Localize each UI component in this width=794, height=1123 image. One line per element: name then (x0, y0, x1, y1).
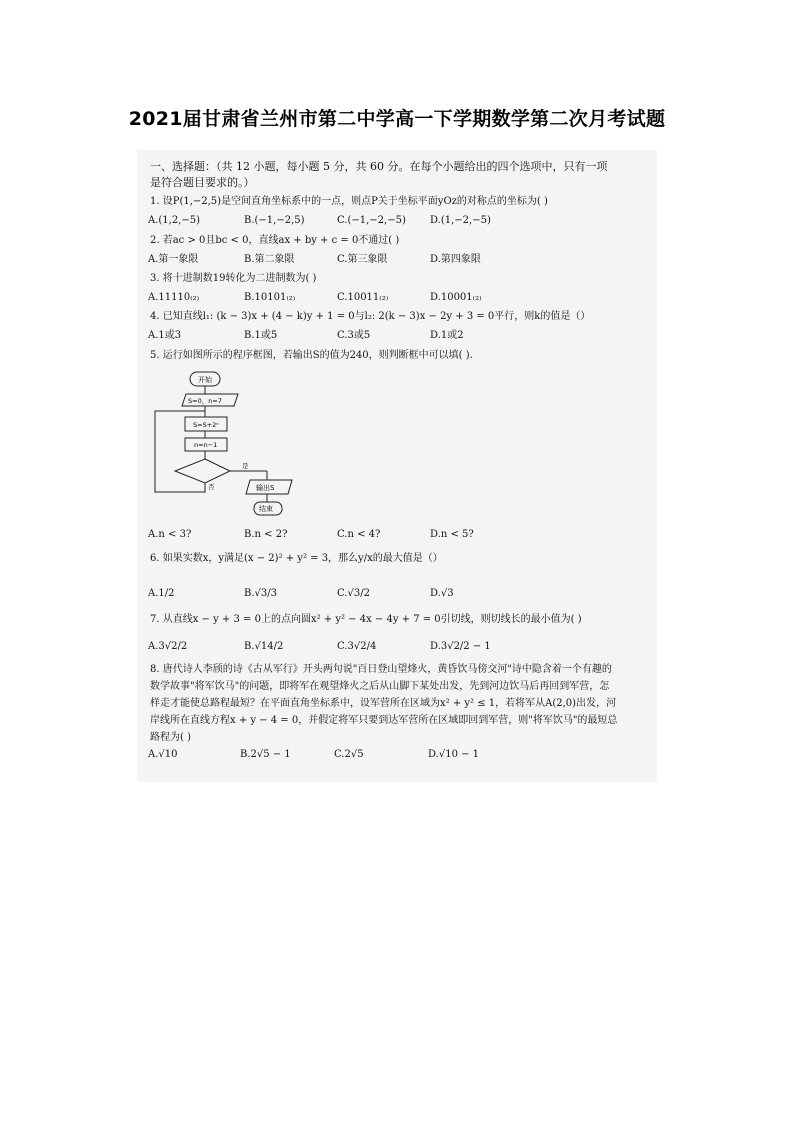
option-d: D.10001₍₂₎ (430, 292, 482, 303)
option-b: B.第二象限 (244, 254, 295, 265)
option-c: C.(−1,−2,−5) (337, 215, 406, 226)
question-8-stem-line-4: 岸线所在直线方程x + y − 4 = 0，并假定将军只要到达军营所在区域即回到军营，则"将军饮马"的最短总 (150, 715, 618, 726)
option-c: C.n < 4? (337, 529, 381, 540)
option-d: D.(1,−2,−5) (430, 215, 491, 226)
question-2-stem: 2. 若ac > 0且bc < 0，直线ax + by + c = 0不通过( ) (150, 235, 400, 246)
question-8-stem-line-2: 数学故事"将军饮马"的问题，即将军在观望烽火之后从山脚下某处出发，先到河边饮马后再回到军营，怎 (150, 681, 610, 692)
option-d: D.3√2/2 − 1 (430, 641, 491, 652)
flowchart-end-label: 结束 (259, 505, 273, 513)
question-7-stem: 7. 从直线x − y + 3 = 0上的点向圆x² + y² − 4x − 4y + 7 = 0引切线，则切线长的最小值为( ) (150, 614, 582, 625)
option-a: A.第一象限 (148, 254, 199, 265)
option-a: A.(1,2,−5) (148, 215, 201, 226)
flowchart-start-label: 开始 (198, 376, 212, 384)
flowchart-init-label: S=0，n=7 (188, 397, 222, 405)
option-b: B.(−1,−2,5) (244, 215, 305, 226)
option-b: B.10101₍₂₎ (244, 292, 296, 303)
option-b: B.1或5 (244, 330, 278, 341)
flowchart-output-label: 输出S (256, 484, 275, 492)
flowchart-decrement-label: n=n−1 (194, 441, 218, 449)
option-d: D.n < 5? (430, 529, 474, 540)
option-b: B.n < 2? (244, 529, 288, 540)
option-c: C.10011₍₂₎ (337, 292, 389, 303)
question-1-stem: 1. 设P(1,−2,5)是空间直角坐标系中的一点，则点P关于坐标平面yOz的对称点的坐标为( ) (150, 196, 548, 207)
option-a: A.√10 (148, 749, 178, 760)
option-d: D.√3 (430, 588, 454, 599)
option-c: C.√3/2 (337, 588, 370, 599)
option-c: C.第三象限 (337, 254, 388, 265)
option-c: C.3√2/4 (337, 641, 377, 652)
option-b: B.√3/3 (244, 588, 277, 599)
option-a: A.3√2/2 (148, 641, 188, 652)
page-title: 2021届甘肃省兰州市第二中学高一下学期数学第二次月考试题 (128, 108, 666, 130)
question-8-stem-line-1: 8. 唐代诗人李颀的诗《古从军行》开头两句说"百日登山望烽火，黄昏饮马傍交河"诗中隐含着一个有趣的 (150, 664, 612, 675)
question-3-stem: 3. 将十进制数19转化为二进制数为( ) (150, 273, 317, 284)
option-b: B.2√5 − 1 (240, 749, 291, 760)
option-a: A.1/2 (148, 588, 175, 599)
question-5-stem: 5. 运行如图所示的程序框图，若输出S的值为240，则判断框中可以填( ). (150, 350, 473, 361)
option-d: D.1或2 (430, 330, 464, 341)
flowchart-yes-label: 是 (242, 462, 249, 470)
question-4-stem: 4. 已知直线l₁: (k − 3)x + (4 − k)y + 1 = 0与l₂: 2(k − 3)x − 2y + 3 = 0平行，则k的值是（） (150, 311, 591, 322)
question-6-stem: 6. 如果实数x，y满足(x − 2)² + y² = 3，那么y/x的最大值是（） (150, 553, 443, 564)
section-header-line-1: 一、选择题：（共 12 小题，每小题 5 分，共 60 分。在每个小题给出的四个选项中，只有一项 (150, 160, 608, 173)
option-c: C.3或5 (337, 330, 371, 341)
question-8-stem-line-3: 样走才能使总路程最短？在平面直角坐标系中，设军营所在区域为x² + y² ≤ 1，若将军从A(2,0)出发，河 (150, 698, 617, 709)
option-a: A.1或3 (148, 330, 182, 341)
option-a: A.n < 3? (148, 529, 192, 540)
option-b: B.√14/2 (244, 641, 284, 652)
flowchart-decision-node (175, 459, 230, 483)
option-a: A.11110₍₂₎ (148, 292, 200, 303)
flowchart-no-label: 否 (208, 483, 215, 491)
question-8-stem-line-5: 路程为( ) (150, 732, 191, 743)
section-header-line-2: 是符合题目要求的。） (150, 176, 255, 189)
option-c: C.2√5 (334, 749, 364, 760)
option-d: D.√10 − 1 (428, 749, 480, 760)
program-flowchart (150, 370, 310, 520)
option-d: D.第四象限 (430, 254, 481, 265)
flowchart-sum-label: S=S+2ⁿ (193, 421, 219, 429)
